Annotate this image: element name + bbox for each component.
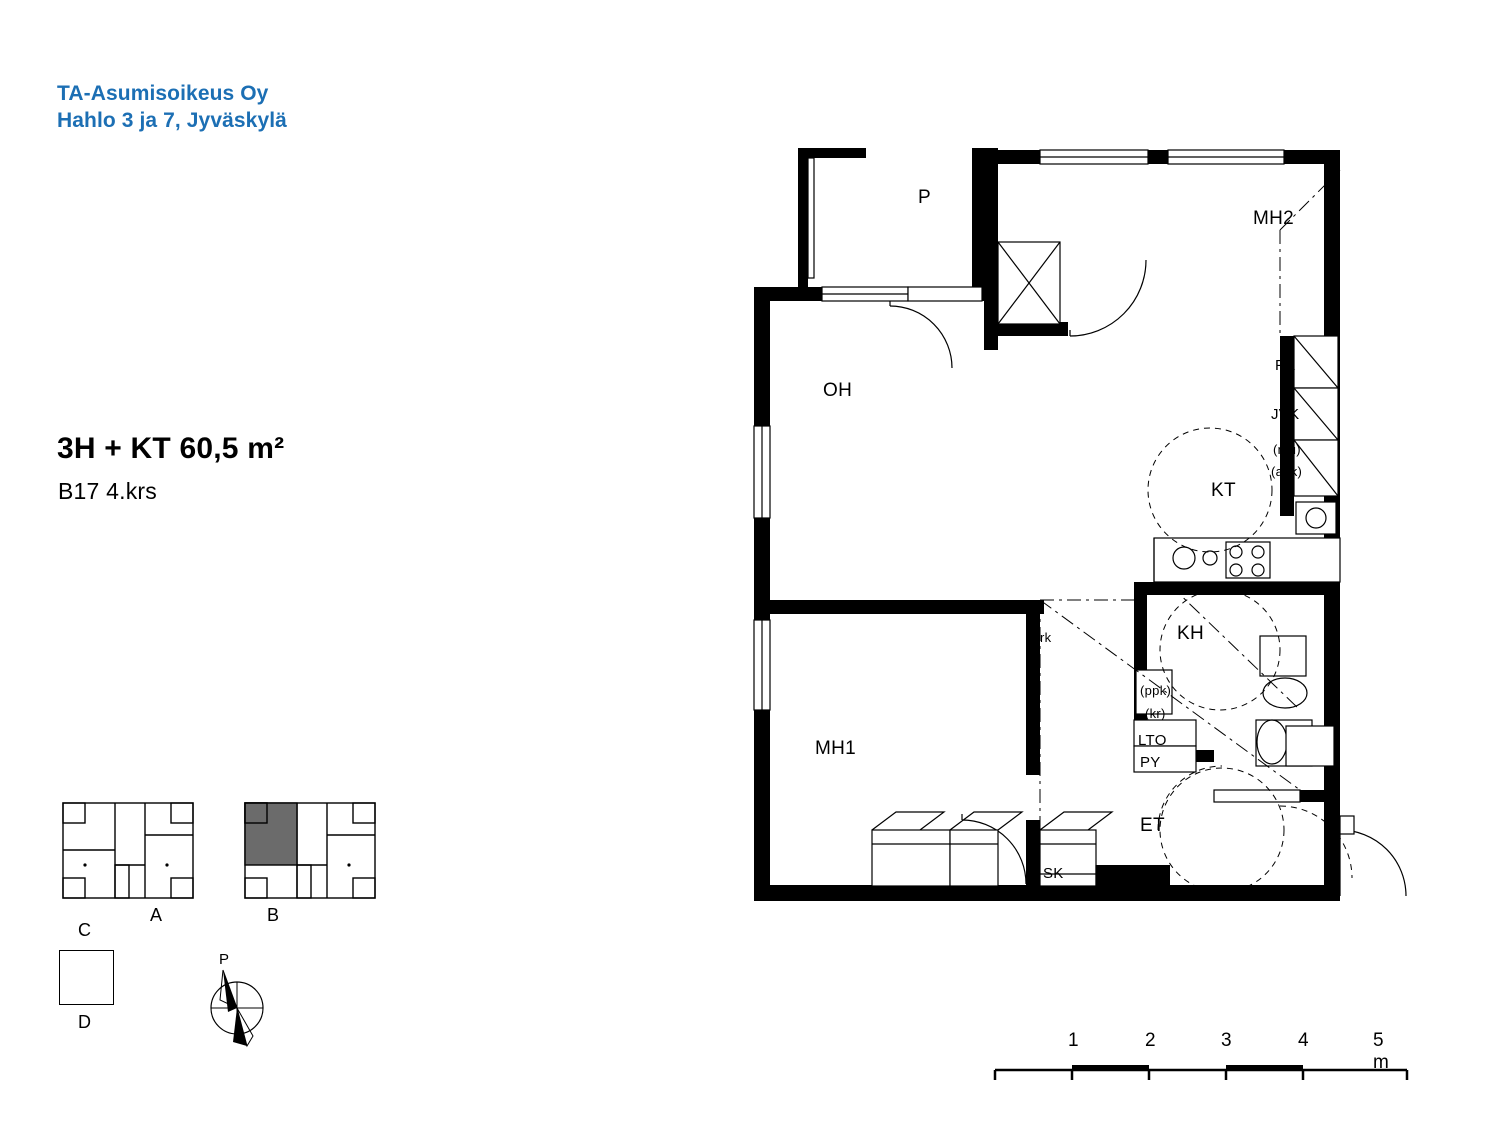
scale-tick-5: 5 m [1373,1030,1389,1073]
room-label-sk: SK [1043,865,1064,882]
key-plan-label-a: A [150,905,163,925]
fixtures [754,150,1406,896]
room-label-lto: LTO [1138,732,1167,749]
room-label-py: PY [1140,754,1161,771]
room-label-jvk: JVK [1271,406,1300,423]
key-plan-label-b: B [267,905,280,925]
room-label-rk: rk [1040,630,1052,645]
room-label-na: NA [1105,863,1127,880]
company-name: TA-Asumisoikeus Oy [57,82,269,105]
floor-plan-svg [740,130,1420,920]
room-label-et: ET [1140,815,1165,836]
highlighted-apartment [245,803,297,865]
room-label-oh: OH [823,380,853,401]
room-label-mh2: MH2 [1253,208,1295,229]
room-label-kh: KH [1177,623,1204,644]
room-label-mu: (mu) [1273,442,1301,457]
room-label-ppk: (ppk) [1140,683,1172,698]
room-label-kr: (kr) [1145,706,1166,721]
room-label-mh1: MH1 [815,738,857,759]
room-label-p: P [918,187,931,208]
key-plans [55,795,415,940]
compass-north-label: P [219,951,230,968]
key-plan-square-cd [59,950,114,1005]
company-address: Hahlo 3 ja 7, Jyväskylä [57,109,287,132]
scale-tick-1: 1 [1068,1030,1079,1051]
room-label-pk: PK [1275,357,1296,374]
floor-plan [740,130,1420,925]
apartment-unit: B17 4.krs [58,478,157,504]
arc-guides [1148,428,1352,892]
key-plan-label-c: C [78,920,91,940]
apartment-type-area: 3H + KT 60,5 m² [57,432,285,465]
company-header [57,80,287,134]
compass-rose [195,950,285,1065]
room-label-kt: KT [1211,480,1236,501]
room-label-apk: (apk) [1271,464,1303,479]
scale-tick-2: 2 [1145,1030,1156,1051]
scale-tick-4: 4 [1298,1030,1309,1051]
scale-tick-3: 3 [1221,1030,1232,1051]
key-plan-svg [55,795,415,935]
key-plan-label-d: D [78,1012,91,1032]
